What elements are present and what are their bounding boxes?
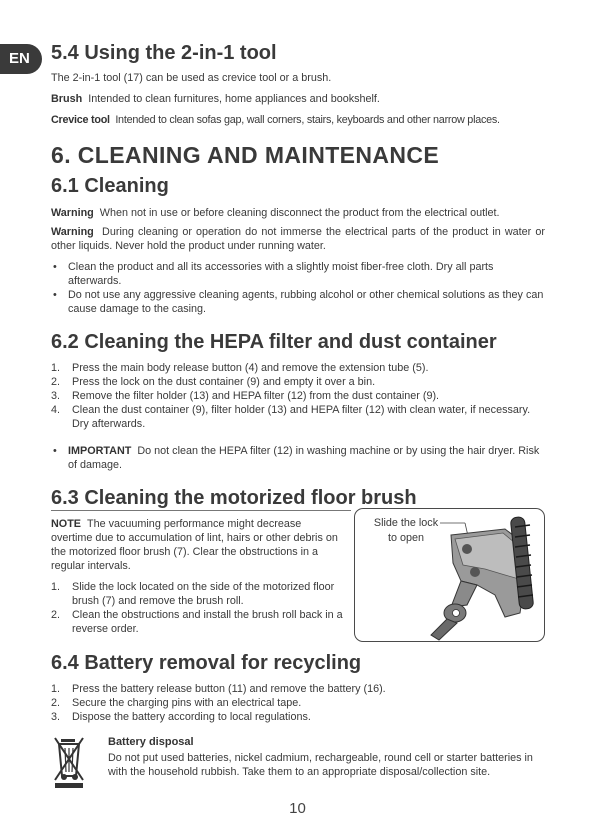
cleaning-bullet-list [51, 260, 545, 316]
crossed-out-wheelie-bin-icon [53, 736, 85, 788]
s54-brush-line [51, 92, 545, 106]
list-item: 2. Press the lock on the dust container (9) and empty it over a bin. [51, 376, 376, 388]
battery-steps-list [51, 682, 545, 724]
warning-1-text: When not in use or before cleaning disconnect the product from the electrical outlet. [99, 207, 500, 219]
s54-crevice-line [51, 113, 551, 127]
list-item: 3. Remove the filter holder (13) and HEPA filter (12) from the dust container (9). [51, 390, 440, 402]
title-underline [51, 510, 351, 511]
brush-text: Intended to clean furnitures, home appliances and bookshelf. [88, 93, 380, 105]
important-text: Do not clean the HEPA filter (12) in washing machine or by using the hair dryer. Risk of damage. [68, 445, 540, 471]
list-item: 1. Press the main body release button (4) and remove the extension tube (5). [51, 362, 429, 374]
warning-1-label: Warning [51, 207, 94, 219]
warning-2-label: Warning [51, 226, 94, 238]
note [51, 517, 343, 573]
important-note [51, 444, 545, 472]
brush-steps-list [51, 580, 343, 636]
important-label: IMPORTANT [68, 445, 132, 457]
section-6-2-title: 6.2 Cleaning the HEPA filter and dust container [51, 331, 497, 353]
section-6-1-title: 6.1 Cleaning [51, 175, 169, 197]
warning-1 [51, 206, 551, 220]
list-item: • Clean the product and all its accessories with a slightly moist fiber-free cloth. Dry all parts afterwards. [51, 260, 545, 288]
list-item: 1. Press the battery release button (11) and remove the battery (16). [51, 683, 386, 695]
chapter-6-title: 6. CLEANING AND MAINTENANCE [51, 142, 440, 168]
section-5-4-title: 5.4 Using the 2-in-1 tool [51, 42, 277, 64]
page-number: 10 [289, 800, 306, 817]
section-6-4-title: 6.4 Battery removal for recycling [51, 652, 362, 674]
list-item: 4. Clean the dust container (9), filter holder (13) and HEPA filter (12) with clean water, if necessary. Dry afterwards. [51, 404, 531, 430]
section-6-3-title: 6.3 Cleaning the motorized floor brush [51, 487, 417, 509]
note-label: NOTE [51, 518, 81, 530]
brush-label: Brush [51, 93, 83, 105]
note-text: The vacuuming performance might decrease overtime due to accumulation of lint, hairs or other debris on the motorized floor brush (7). Clear the obstructions in a regular intervals. [51, 518, 338, 572]
floor-brush-illustration [355, 509, 544, 641]
hepa-steps-list [51, 361, 545, 431]
crevice-label: Crevice tool [51, 114, 110, 126]
list-item: 2. Secure the charging pins with an electrical tape. [51, 697, 302, 709]
language-tab: EN [0, 44, 42, 74]
battery-disposal-text: Do not put used batteries, nickel cadmium, rechargeable, round cell or starter batteries in with the household rubbish. Take them to an appropriate disposal/collection site. [108, 752, 533, 778]
crevice-text: Intended to clean sofas gap, wall corners, stairs, keyboards and other narrow places. [115, 114, 500, 126]
figure-caption: Slide the lock to open [373, 517, 439, 544]
s54-intro: The 2-in-1 tool (17) can be used as crevice tool or a brush. [51, 72, 332, 84]
floor-brush-figure [354, 508, 545, 642]
list-item: • Do not use any aggressive cleaning agents, rubbing alcohol or other chemical solutions as they can cause damage to the casing. [51, 288, 545, 316]
list-item: 2. Clean the obstructions and install the brush roll back in a reverse order. [51, 609, 343, 635]
list-item: 1. Slide the lock located on the side of the motorized floor brush (7) and remove the brush roll. [51, 581, 335, 607]
warning-2 [51, 225, 545, 253]
list-item: 3. Dispose the battery according to local regulations. [51, 711, 311, 723]
warning-2-text: During cleaning or operation do not immerse the electrical parts of the product in water or other liquids. Never hold the product under running water. [51, 226, 545, 252]
battery-disposal-title: Battery disposal [108, 736, 194, 748]
